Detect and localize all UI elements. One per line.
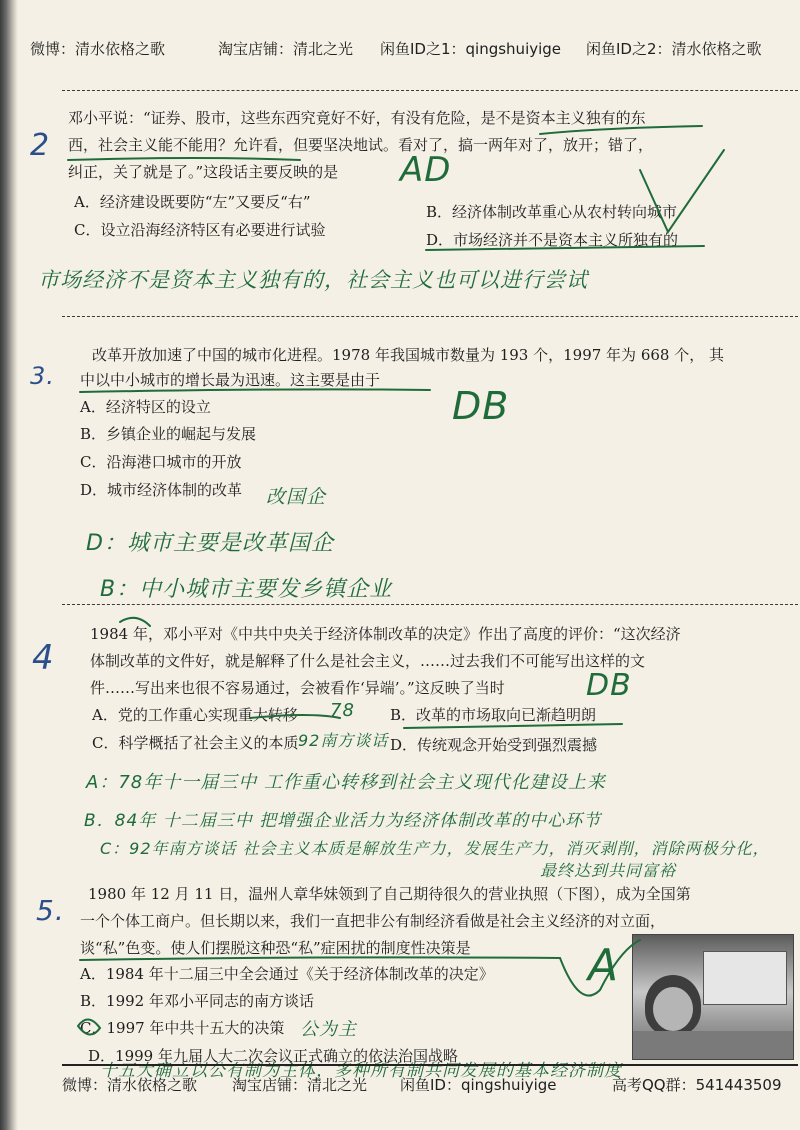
- answer-mark: DB: [586, 668, 632, 703]
- option-c: C．科学概括了社会主义的本质: [92, 734, 299, 752]
- header-xianyu-2: 闲鱼ID之2：清水依格之歌: [586, 40, 762, 58]
- handwritten-note: 市场经济不是资本主义独有的，社会主义也可以进行尝试: [38, 268, 588, 292]
- handwritten-note: B：中小城市主要发乡镇企业: [100, 577, 393, 602]
- header-weibo: 微博：清水依格之歌: [30, 40, 166, 58]
- option-c: C．沿海港口城市的开放: [80, 453, 242, 471]
- option-a: A．1984 年十二届三中全会通过《关于经济体制改革的决定》: [80, 965, 494, 983]
- question-stem-line: 纠正，关了就是了。”这段话主要反映的是: [68, 163, 339, 181]
- question-stem-line: 西，社会主义能不能用？允许看，但要坚决地试。看对了，搞一两年对了，放开；错了，: [68, 136, 654, 154]
- option-c: C．1997 年中共十五大的决策: [80, 1019, 285, 1037]
- answer-mark: AD: [400, 150, 452, 190]
- handwritten-note: A：78年十一届三中 工作重心转移到社会主义现代化建设上来: [86, 772, 606, 793]
- handwritten-note: B．84年 十二届三中 把增强企业活力为经济体制改革的中心环节: [84, 811, 602, 831]
- option-a: A．经济建设既要防“左”又要反“右”: [74, 193, 311, 211]
- option-a: A．经济特区的设立: [80, 398, 211, 416]
- question-stem-line: 件……写出来也很不容易通过，会被看作‘异端’。”这反映了当时: [90, 679, 505, 697]
- header-taobao: 淘宝店铺：清北之光: [218, 40, 354, 58]
- option-d: D．市场经济并不是资本主义所独有的: [426, 231, 679, 249]
- inline-note: 改国企: [266, 486, 327, 508]
- inline-note: 78: [330, 700, 355, 721]
- option-d: D．1999 年九届人大二次会议正式确立的依法治国战略: [88, 1047, 458, 1065]
- footer-xianyu: 闲鱼ID：qingshuiyige: [400, 1076, 557, 1094]
- separator-line: [62, 604, 798, 605]
- footer-rule: [62, 1064, 798, 1066]
- option-d: D．城市经济体制的改革: [80, 481, 243, 499]
- answer-mark: A: [588, 940, 620, 991]
- separator-line: [62, 90, 798, 91]
- answer-mark: DB: [452, 384, 510, 428]
- question-number-mark: 2: [30, 128, 51, 163]
- question-stem-line: 中以中小城市的增长最为迅速。这主要是由于: [80, 371, 381, 389]
- question-stem-line: 一个个体工商户。但长期以来，我们一直把非公有制经济看做是社会主义经济的对立面，: [80, 912, 666, 930]
- option-c: C．设立沿海经济特区有必要进行试验: [74, 221, 326, 239]
- question-stem-line: 谈“私”色变。使人们摆脱这种恐“私”症困扰的制度性决策是: [80, 939, 471, 957]
- option-b: B．经济体制改革重心从农村转向城市: [426, 203, 678, 221]
- question-stem-line: 1980 年 12 月 11 日，温州人章华妹领到了自己期待很久的营业执照（下图），成为全国第: [88, 885, 691, 903]
- underline-mark: [68, 158, 300, 160]
- question-number-mark: 5.: [36, 894, 65, 927]
- business-license-photo: [632, 934, 794, 1060]
- header-xianyu-1: 闲鱼ID之1：qingshuiyige: [380, 40, 562, 58]
- separator-line: [62, 316, 798, 317]
- option-d: D．传统观念开始受到强烈震撼: [390, 736, 598, 754]
- handwritten-note: C：92年南方谈话 社会主义本质是解放生产力，发展生产力，消灭剥削，消除两极分化，: [100, 839, 770, 858]
- inline-note: 92南方谈话: [298, 731, 389, 750]
- footer-taobao: 淘宝店铺：清北之光: [232, 1076, 368, 1094]
- option-b: B．1992 年邓小平同志的南方谈话: [80, 992, 314, 1010]
- question-stem-line: 邓小平说：“证券、股市，这些东西究竟好不好，有没有危险，是不是资本主义独有的东: [68, 109, 646, 127]
- binding-edge: [0, 0, 18, 1130]
- question-number-mark: 4: [32, 638, 55, 678]
- footer-weibo: 微博：清水依格之歌: [62, 1076, 198, 1094]
- option-b: B．乡镇企业的崛起与发展: [80, 425, 257, 443]
- footer-qq: 高考QQ群：541443509: [612, 1076, 782, 1094]
- question-number-mark: 3.: [30, 362, 55, 390]
- handwritten-note: 最终达到共同富裕: [540, 861, 677, 880]
- question-stem-line: 体制改革的文件好，就是解释了什么是社会主义，……过去我们不可能写出这样的文: [90, 652, 646, 670]
- question-stem-line: 改革开放加速了中国的城市化进程。1978 年我国城市数量为 193 个，1997 年为 668 个， 其: [92, 346, 724, 364]
- option-a: A．党的工作重心实现重大转移: [92, 706, 298, 724]
- question-stem-line: 1984 年，邓小平对《中共中央关于经济体制改革的决定》作出了高度的评价：“这次经济: [90, 625, 681, 643]
- handwritten-note: 十五大确立以公有制为主体，多种所有制共同发展的基本经济制度: [100, 1061, 622, 1081]
- handwritten-note: D：城市主要是改革国企: [86, 531, 334, 556]
- inline-note: 公为主: [300, 1019, 357, 1040]
- option-b: B．改革的市场取向已渐趋明朗: [390, 706, 597, 724]
